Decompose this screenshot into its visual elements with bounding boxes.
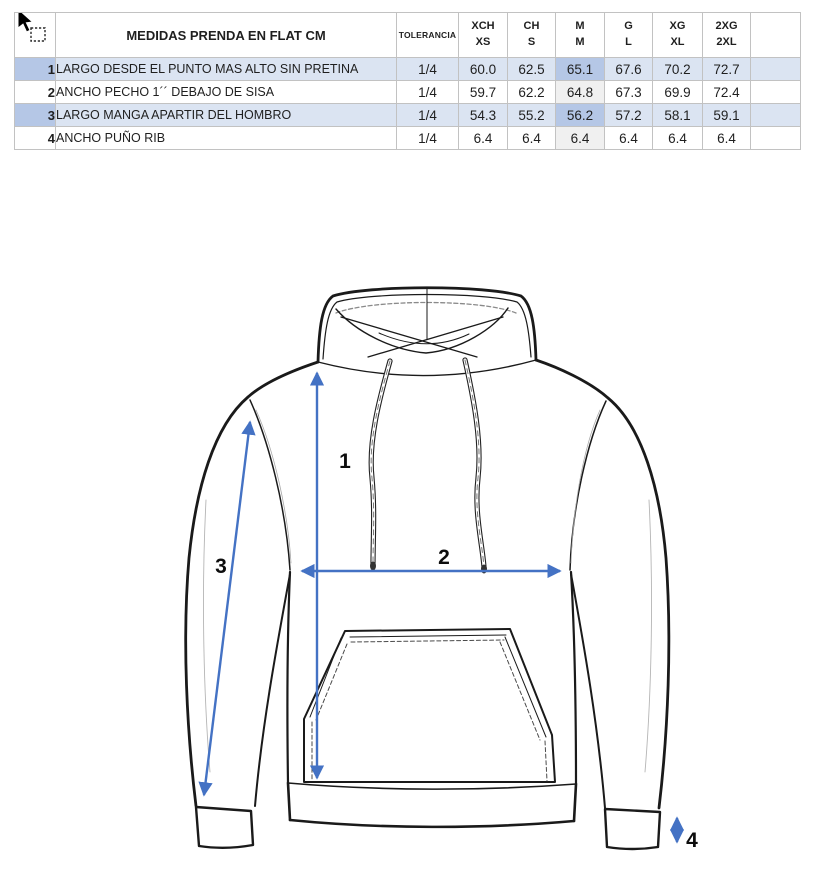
row-number[interactable]: 4	[15, 127, 56, 150]
measure-description[interactable]: LARGO DESDE EL PUNTO MAS ALTO SIN PRETINA	[56, 58, 397, 81]
size-header-2xg[interactable]: 2XG 2XL	[703, 13, 751, 58]
value-ch[interactable]: 55.2	[508, 104, 556, 127]
value-m[interactable]: 56.2	[556, 104, 605, 127]
neckline-seam	[318, 360, 536, 376]
tolerance-header[interactable]: TOLERANCIA	[397, 13, 459, 58]
measure-description[interactable]: LARGO MANGA APARTIR DEL HOMBRO	[56, 104, 397, 127]
value-2xg[interactable]: 72.4	[703, 81, 751, 104]
value-m[interactable]: 64.8	[556, 81, 605, 104]
measure-label-2: 2	[438, 546, 450, 569]
cuff-right	[605, 809, 660, 849]
value-2xg[interactable]: 6.4	[703, 127, 751, 150]
measure-description[interactable]: ANCHO PECHO 1´´ DEBAJO DE SISA	[56, 81, 397, 104]
drawstring-right	[465, 360, 487, 574]
value-g[interactable]: 57.2	[605, 104, 653, 127]
table-title[interactable]: MEDIDAS PRENDA EN FLAT CM	[56, 13, 397, 58]
value-ch[interactable]: 6.4	[508, 127, 556, 150]
measure-description[interactable]: ANCHO PUÑO RIB	[56, 127, 397, 150]
value-g[interactable]: 67.3	[605, 81, 653, 104]
kangaroo-pocket	[304, 629, 555, 782]
size-header-m[interactable]: M M	[556, 13, 605, 58]
value-g[interactable]: 67.6	[605, 58, 653, 81]
measure-label-4: 4	[686, 829, 698, 852]
tolerance-value[interactable]: 1/4	[397, 58, 459, 81]
value-xg[interactable]: 58.1	[653, 104, 703, 127]
sleeve-right	[570, 398, 669, 808]
size-header-xch[interactable]: XCH XS	[459, 13, 508, 58]
size-header-g[interactable]: G L	[605, 13, 653, 58]
value-xch[interactable]: 60.0	[459, 58, 508, 81]
value-xg[interactable]: 6.4	[653, 127, 703, 150]
measure-label-1: 1	[339, 450, 351, 473]
row-number[interactable]: 3	[15, 104, 56, 127]
value-2xg[interactable]: 72.7	[703, 58, 751, 81]
tolerance-value[interactable]: 1/4	[397, 104, 459, 127]
value-xch[interactable]: 54.3	[459, 104, 508, 127]
waistband	[288, 783, 576, 827]
value-xg[interactable]: 69.9	[653, 81, 703, 104]
tolerance-value[interactable]: 1/4	[397, 127, 459, 150]
value-g[interactable]: 6.4	[605, 127, 653, 150]
measure-arrow-3	[204, 422, 250, 795]
hood	[318, 288, 536, 362]
tolerance-value[interactable]: 1/4	[397, 81, 459, 104]
sleeve-left	[186, 397, 291, 806]
value-ch[interactable]: 62.2	[508, 81, 556, 104]
size-header-ch[interactable]: CH S	[508, 13, 556, 58]
value-m[interactable]: 65.1	[556, 58, 605, 81]
size-header-xg[interactable]: XG XL	[653, 13, 703, 58]
measure-label-3: 3	[215, 555, 227, 578]
cuff-left	[196, 807, 253, 848]
value-xch[interactable]: 6.4	[459, 127, 508, 150]
value-xg[interactable]: 70.2	[653, 58, 703, 81]
value-2xg[interactable]: 59.1	[703, 104, 751, 127]
value-m[interactable]: 6.4	[556, 127, 605, 150]
row-number[interactable]: 1	[15, 58, 56, 81]
value-xch[interactable]: 59.7	[459, 81, 508, 104]
row-number[interactable]: 2	[15, 81, 56, 104]
value-ch[interactable]: 62.5	[508, 58, 556, 81]
drawstring-left	[370, 361, 390, 571]
